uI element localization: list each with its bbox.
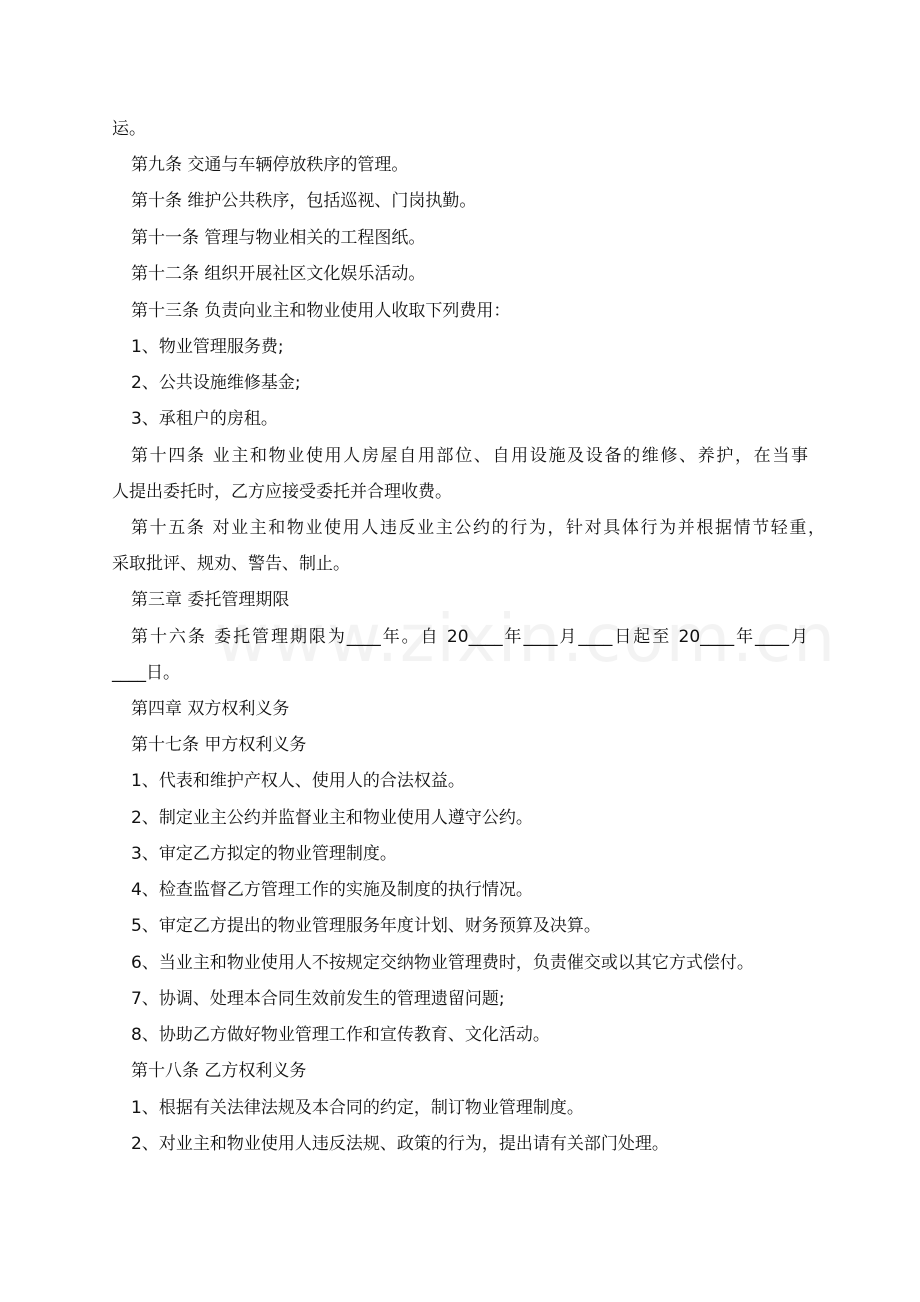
fee-item-2: 2、公共设施维修基金; [131,373,301,393]
article-16-continuation: ____日。 [112,663,180,683]
article-14-continuation: 人提出委托时，乙方应接受委托并合理收费。 [112,482,452,502]
party-b-item-2: 2、对业主和物业使用人违反法规、政策的行为，提出请有关部门处理。 [131,1134,669,1154]
fee-item-3: 3、承租户的房租。 [131,409,278,429]
article-9: 第九条 交通与车辆停放秩序的管理。 [131,155,409,175]
party-a-item-7: 7、协调、处理本合同生效前发生的管理遗留问题; [131,989,505,1009]
text-line-continuation: 运。 [112,119,146,139]
article-16: 第十六条 委托管理期限为____年。自 20____年____月____日起至 20____年____月 [131,627,808,647]
party-a-item-5: 5、审定乙方提出的物业管理服务年度计划、财务预算及决算。 [131,916,601,936]
party-a-item-2: 2、制定业主公约并监督业主和物业使用人遵守公约。 [131,808,533,828]
party-a-item-6: 6、当业主和物业使用人不按规定交纳物业管理费时，负责催交或以其它方式偿付。 [131,953,754,973]
article-15: 第十五条 对业主和物业使用人违反业主公约的行为，针对具体行为并根据情节轻重， [131,518,825,538]
party-a-item-1: 1、代表和维护产权人、使用人的合法权益。 [131,771,465,791]
party-a-item-8: 8、协助乙方做好物业管理工作和宣传教育、文化活动。 [131,1025,550,1045]
party-a-item-4: 4、检查监督乙方管理工作的实施及制度的执行情况。 [131,880,533,900]
article-13: 第十三条 负责向业主和物业使用人收取下列费用： [131,301,511,321]
article-10: 第十条 维护公共秩序，包括巡视、门岗执勤。 [131,191,477,211]
article-17: 第十七条 甲方权利义务 [131,735,307,755]
article-12: 第十二条 组织开展社区文化娱乐活动。 [131,264,426,284]
chapter-3-heading: 第三章 委托管理期限 [131,590,290,610]
article-11: 第十一条 管理与物业相关的工程图纸。 [131,228,426,248]
article-15-continuation: 采取批评、规劝、警告、制止。 [112,554,350,574]
article-14: 第十四条 业主和物业使用人房屋自用部位、自用设施及设备的维修、养护，在当事 [131,446,808,466]
party-b-item-1: 1、根据有关法律法规及本合同的约定，制订物业管理制度。 [131,1098,584,1118]
party-a-item-3: 3、审定乙方拟定的物业管理制度。 [131,844,397,864]
chapter-4-heading: 第四章 双方权利义务 [131,699,290,719]
article-18: 第十八条 乙方权利义务 [131,1061,307,1081]
fee-item-1: 1、物业管理服务费; [131,337,284,357]
